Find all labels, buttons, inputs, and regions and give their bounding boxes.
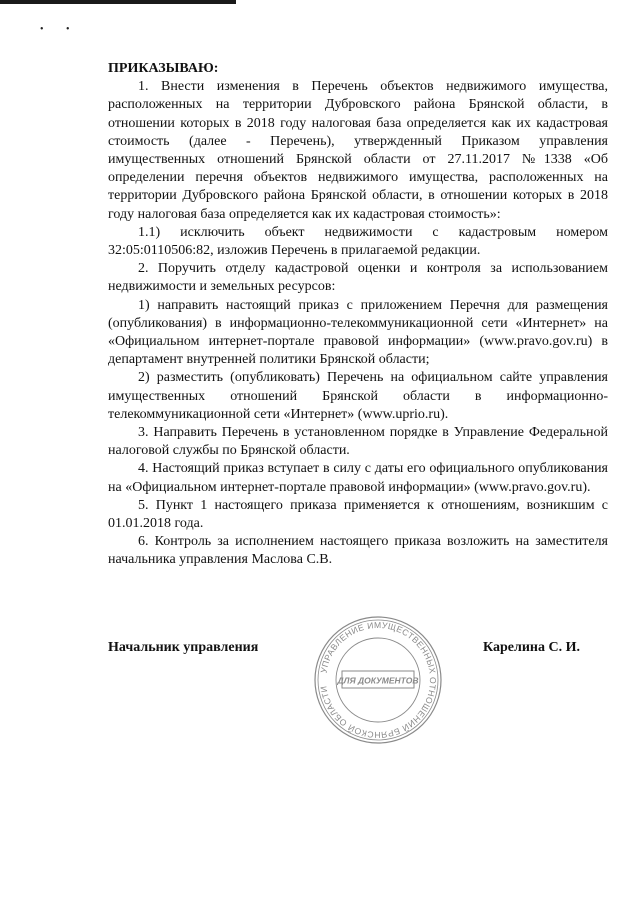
official-seal-stamp xyxy=(312,614,444,746)
seal-center-text: ДЛЯ ДОКУМЕНТОВ xyxy=(337,675,419,686)
scan-specks: • • xyxy=(40,24,70,35)
order-body xyxy=(108,60,608,570)
signatory-role: Начальник управления xyxy=(108,640,259,655)
clause-6: 6. Контроль за исполнением настоящего приказа возложить на заместителя начальника управления Маслова С.В. xyxy=(108,534,608,568)
clause-2: 2. Поручить отделу кадастровой оценки и контроля за использованием недвижимости и земельных ресурсов: xyxy=(108,261,608,295)
clause-1-1: 1.1) исключить объект недвижимости с кадастровым номером 32:05:0110506:82, изложив Перечень в прилагаемой редакции. xyxy=(108,224,608,259)
order-heading: ПРИКАЗЫВАЮ: xyxy=(108,61,219,76)
clause-5: 5. Пункт 1 настоящего приказа применяется к отношениям, возникшим с 01.01.2018 года. xyxy=(108,497,608,532)
clause-2-2: 2) разместить (опубликовать) Перечень на официальном сайте управления имущественных отношений Брянской области в информационно-телекоммуникационной сети «Интернет» (www.uprio.ru). xyxy=(108,370,608,422)
seal-ring-text: УПРАВЛЕНИЕ ИМУЩЕСТВЕННЫХ ОТНОШЕНИЙ БРЯНСКОЙ ОБЛАСТИ xyxy=(318,619,439,741)
clause-2-1: 1) направить настоящий приказ с приложением Перечня для размещения (опубликования) в информационно-телекоммуникационной сети «Интернет» на «Официальном интернет-портале правовой информации» (www.pravo.gov.ru) в департамент внутренней политики Брянской области; xyxy=(108,297,608,368)
top-edge-rule xyxy=(0,0,236,4)
clause-1: 1. Внести изменения в Перечень объектов недвижимого имущества, расположенных на территории Дубровского района Брянской области, в отношении которых в 2018 году налоговая база определяется как их кадастровая стоимость (далее - Перечень), утвержденный Приказом управления имущественных отношений Брянской области от 27.11.2017 №1338 «Об определении перечня объектов недвижимого имущества, расположенных на территории Дубровского района Брянской области, в отношении которых в 2018 году налоговая база определяется как их кадастровая стоимость»: xyxy=(108,79,608,222)
signatory-name: Карелина С. И. xyxy=(483,640,580,655)
clause-4: 4. Настоящий приказ вступает в силу с даты его официального опубликования на «Официальном интернет-портале правовой информации» (www.pravo.gov.ru). xyxy=(108,461,608,495)
clause-3: 3. Направить Перечень в установленном порядке в Управление Федеральной налоговой службы по Брянской области. xyxy=(108,425,608,459)
